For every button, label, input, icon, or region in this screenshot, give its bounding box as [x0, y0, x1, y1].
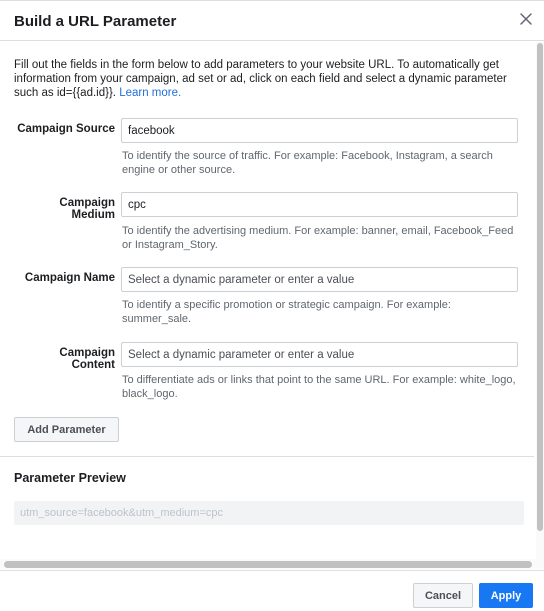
- dialog-header: [0, 1, 544, 41]
- campaign-medium-label: Campaign Medium: [59, 197, 115, 221]
- dialog-body: [0, 42, 536, 562]
- cancel-button[interactable]: Cancel: [413, 583, 473, 608]
- close-icon[interactable]: [518, 11, 534, 27]
- campaign-name-help: To identify a specific promotion or strategic campaign. For example: summer_sale.: [122, 299, 451, 325]
- campaign-source-label: Campaign Source: [17, 123, 115, 135]
- campaign-content-label: Campaign Content: [59, 347, 115, 371]
- parameter-preview-box: utm_source=facebook&utm_medium=cpc: [14, 501, 524, 525]
- intro-text: [14, 58, 524, 100]
- campaign-name-label: Campaign Name: [24, 272, 115, 284]
- campaign-source-input[interactable]: [121, 118, 518, 143]
- dialog-title: Build a URL Parameter: [14, 13, 177, 30]
- campaign-content-help: To differentiate ads or links that point to the same URL. For example: white_logo, black_logo.: [122, 374, 516, 400]
- vertical-scrollbar-thumb[interactable]: [537, 43, 543, 531]
- dialog-footer: [0, 570, 544, 611]
- campaign-content-input[interactable]: [121, 342, 518, 367]
- campaign-name-input[interactable]: [121, 267, 518, 292]
- section-divider: [0, 456, 534, 457]
- campaign-medium-input[interactable]: [121, 192, 518, 217]
- learn-more-link[interactable]: Learn more.: [119, 87, 182, 99]
- apply-button[interactable]: Apply: [479, 583, 533, 608]
- add-parameter-button[interactable]: Add Parameter: [14, 417, 119, 442]
- campaign-source-help: To identify the source of traffic. For example: Facebook, Instagram, a search engine or other source.: [122, 150, 493, 176]
- campaign-medium-help: To identify the advertising medium. For example: banner, email, Facebook_Feed or Instagram_Story.: [122, 225, 514, 251]
- parameter-preview-title: Parameter Preview: [14, 471, 126, 485]
- horizontal-scrollbar-thumb[interactable]: [4, 561, 532, 568]
- intro-description: Fill out the fields in the form below to add parameters to your website URL. To automatically get information from your campaign, ad set or ad, click on each field and select a dynamic parameter such as id={{ad.id}}.: [14, 59, 507, 99]
